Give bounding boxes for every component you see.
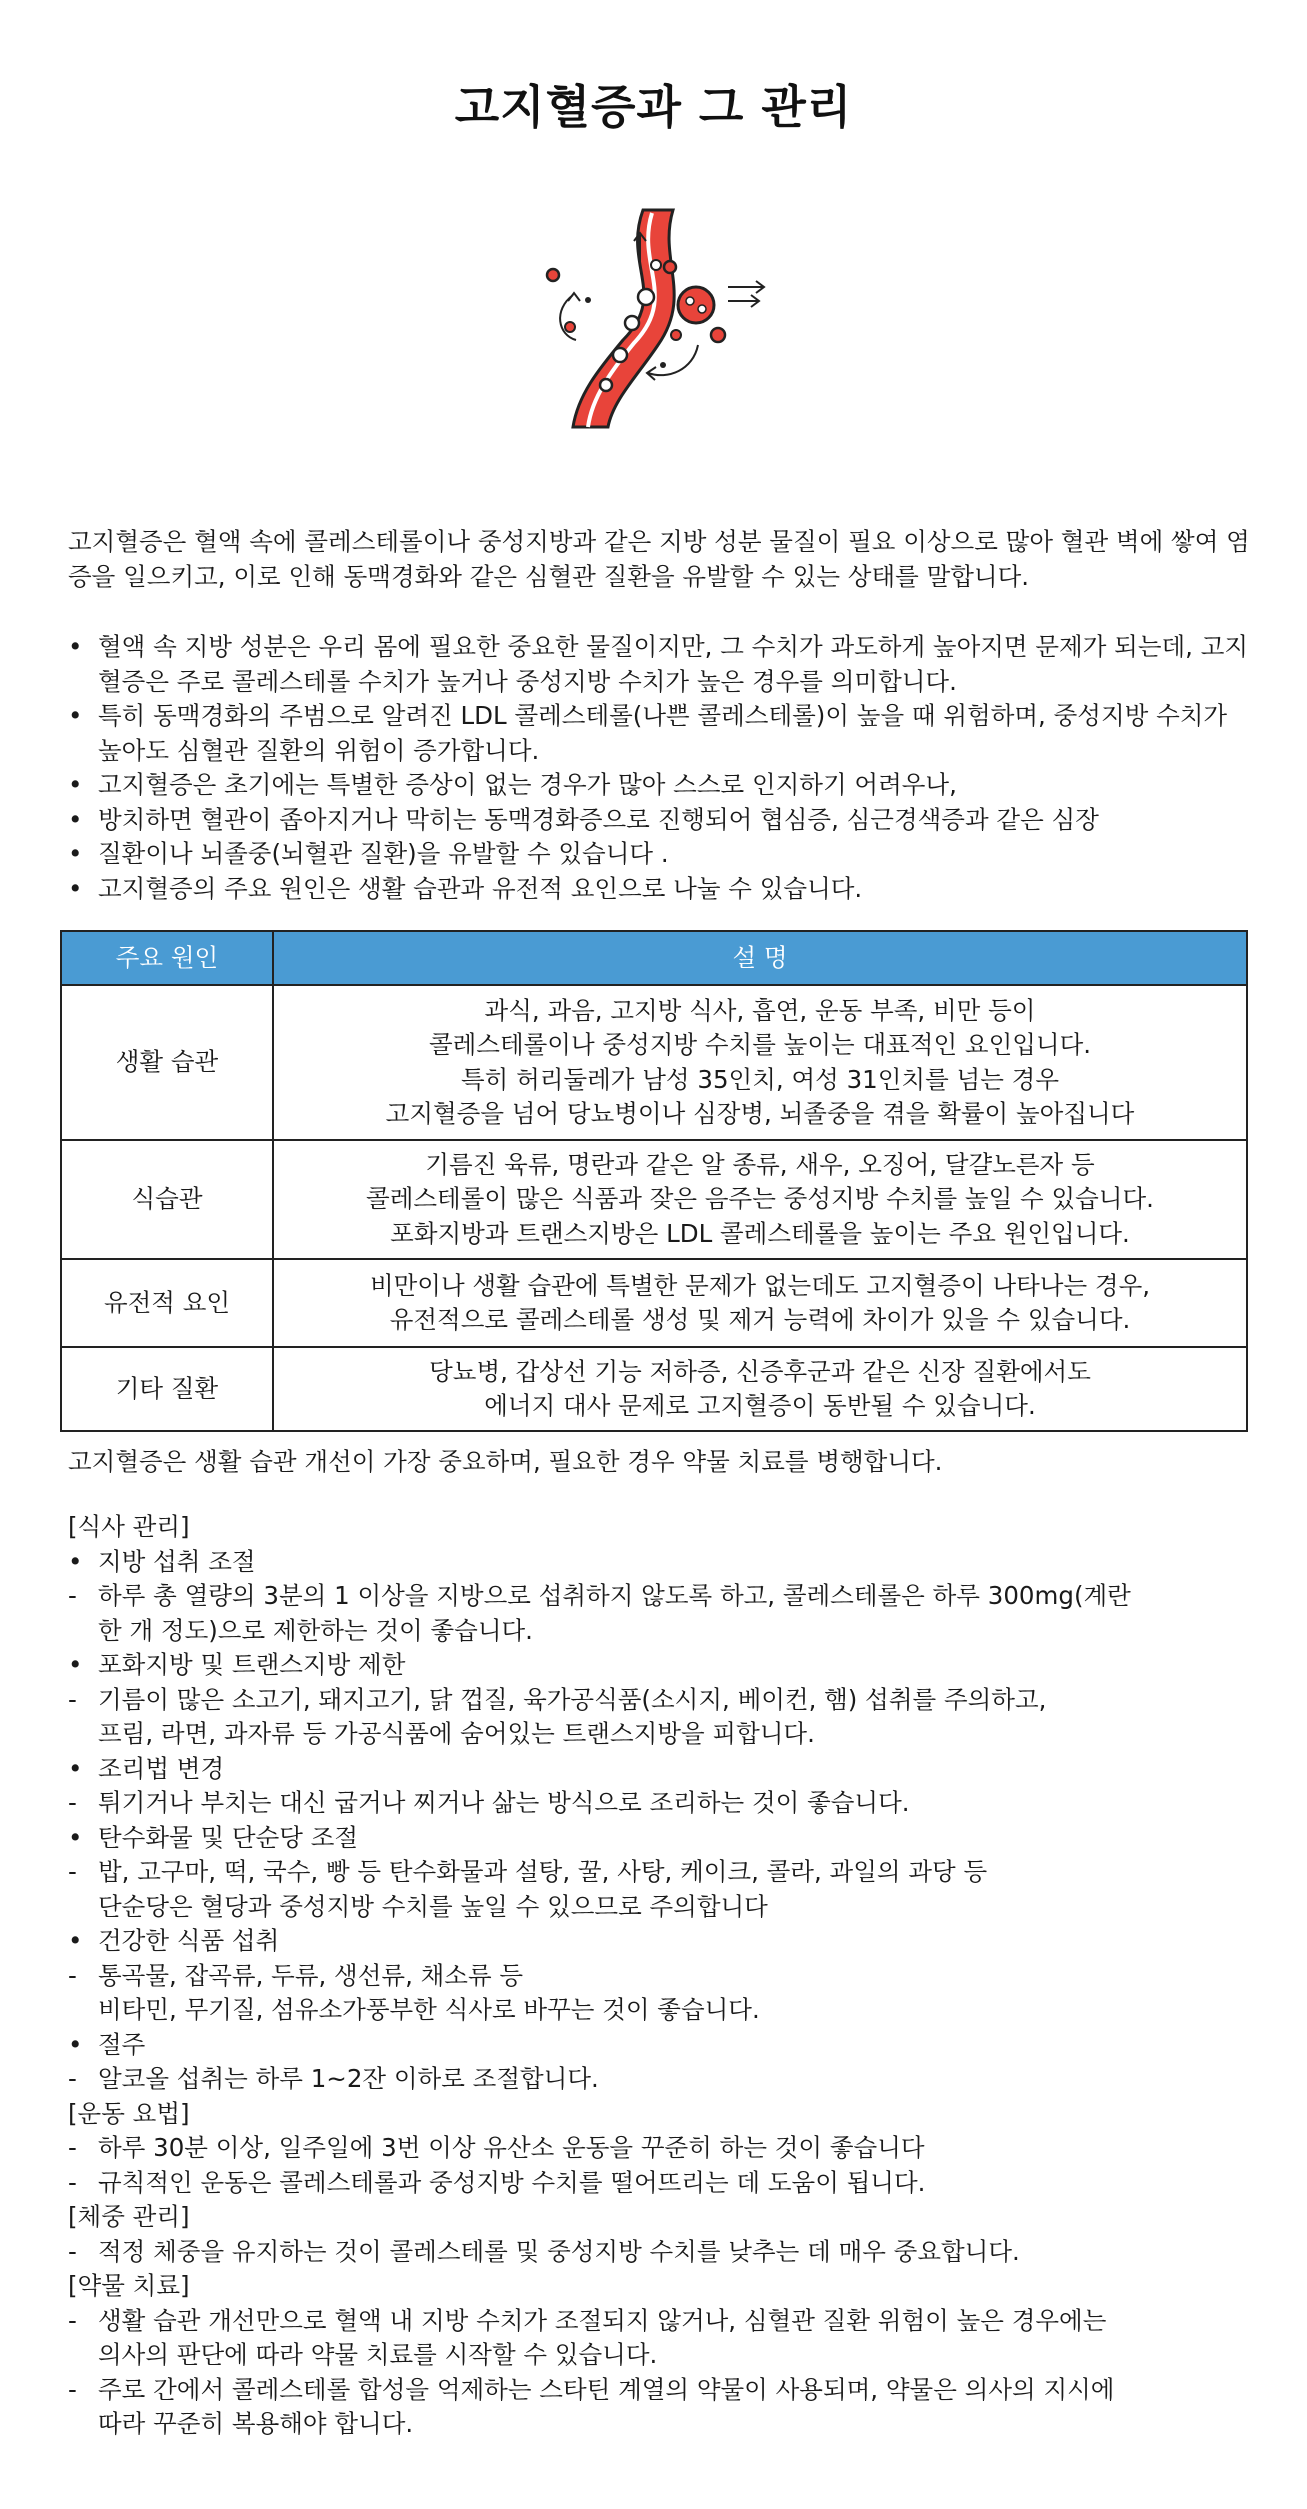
overview-bullet: • 특히 동맥경화의 주범으로 알려진 LDL 콜레스테롤(나쁜 콜레스테롤)이 높을 때 위험하며, 중성지방 수치가 높아도 심혈관 질환의 위험이 증가합니다. — [68, 699, 1258, 768]
table-header-cause: 주요 원인 — [61, 931, 273, 985]
management-section — [68, 1510, 1258, 2442]
cause-cell: 기타 질환 — [61, 1347, 273, 1431]
description-line: 유전적으로 콜레스테롤 생성 및 제거 능력에 차이가 있을 수 있습니다. — [389, 1305, 1131, 1334]
table-header-row — [61, 931, 1247, 985]
page-title: 고지혈증과 그 관리 — [454, 79, 853, 134]
intro-paragraph — [68, 524, 1258, 594]
list-item-line: 통곡물, 잡곡류, 두류, 생선류, 채소류 등 — [98, 1960, 524, 1990]
description-line: 포화지방과 트랜스지방은 LDL 콜레스테롤을 높이는 주요 원인입니다. — [390, 1218, 1130, 1248]
list-item — [68, 1579, 1258, 1648]
list-item-line: 적정 체중을 유지하는 것이 콜레스테롤 및 중성지방 수치를 낮추는 데 매우 중요합니다. — [98, 2236, 1020, 2266]
list-item — [68, 2304, 1258, 2373]
list-marker: • — [68, 1926, 83, 1955]
list-item — [68, 2062, 1258, 2097]
diet-list — [68, 1545, 1258, 2097]
list-item-line: 알코올 섭취는 하루 1~2잔 이하로 조절합니다. — [98, 2064, 599, 2093]
list-item — [68, 1959, 1258, 2028]
list-marker: - — [68, 1960, 77, 1990]
overview-bullet: • 고지혈증의 주요 원인은 생활 습관과 유전적 요인으로 나눌 수 있습니다. — [68, 872, 1258, 907]
table-row — [61, 1140, 1247, 1259]
description-cell — [273, 985, 1247, 1140]
list-marker: • — [68, 1650, 83, 1679]
description-line: 고지혈증을 넘어 당뇨병이나 심장병, 뇌졸중을 겪을 확률이 높아집니다 — [385, 1099, 1135, 1128]
list-item-line: 지방 섭취 조절 — [98, 1546, 256, 1576]
list-item-line: 밥, 고구마, 떡, 국수, 빵 등 탄수화물과 설탕, 꿀, 사탕, 케이크, 콜라, 과일의 과당 등 — [98, 1857, 988, 1886]
cause-cell: 식습관 — [61, 1140, 273, 1259]
list-marker: - — [68, 1684, 77, 1714]
list-item-line: 의사의 판단에 따라 약물 치료를 시작할 수 있습니다. — [98, 2340, 658, 2369]
overview-bullet-text: 방치하면 혈관이 좁아지거나 막히는 동맥경화증으로 진행되어 협심증, 심근경색증과 같은 심장 — [98, 804, 1099, 834]
exercise-list — [68, 2131, 1258, 2200]
overview-bullet: • 고지혈증은 초기에는 특별한 증상이 없는 경우가 많아 스스로 인지하기 어려우나, — [68, 768, 1258, 803]
list-item — [68, 1786, 1258, 1821]
weight-list — [68, 2235, 1258, 2270]
list-item — [68, 2373, 1258, 2442]
list-item-line: 절주 — [98, 2029, 146, 2059]
drug-heading: [약물 치료] — [68, 2271, 190, 2300]
list-item-line: 포화지방 및 트랜스지방 제한 — [98, 1650, 406, 1679]
list-item-line: 기름이 많은 소고기, 돼지고기, 닭 껍질, 육가공식품(소시지, 베이컨, 햄) 섭취를 주의하고, — [98, 1684, 1047, 1714]
list-marker: - — [68, 1788, 77, 1817]
list-item-line: 하루 총 열량의 3분의 1 이상을 지방으로 섭취하지 않도록 하고, 콜레스테롤은 하루 300mg(계란 — [98, 1581, 1131, 1610]
cause-cell: 생활 습관 — [61, 985, 273, 1140]
weight-heading: [체중 관리] — [68, 2202, 190, 2231]
list-marker: - — [68, 2167, 77, 2197]
list-item — [68, 2166, 1258, 2201]
list-item — [68, 1821, 1258, 1856]
overview-bullet-continued — [68, 803, 1258, 838]
list-item-line: 조리법 변경 — [98, 1753, 225, 1783]
list-item-line: 프림, 라면, 과자류 등 가공식품에 숨어있는 트랜스지방을 피합니다. — [98, 1719, 815, 1748]
list-item — [68, 1924, 1258, 1959]
list-item — [68, 2131, 1258, 2166]
intro-text: 고지혈증은 혈액 속에 콜레스테롤이나 중성지방과 같은 지방 성분 물질이 필요 이상으로 많아 혈관 벽에 쌓여 염증을 일으키고, 이로 인해 동맥경화와 같은 심혈관 질환을 유발할 수 있는 상태를 말합니다. — [68, 527, 1250, 591]
list-marker: - — [68, 2374, 77, 2404]
list-item-line: 규칙적인 운동은 콜레스테롤과 중성지방 수치를 떨어뜨리는 데 도움이 됩니다. — [98, 2167, 926, 2197]
list-item — [68, 1648, 1258, 1683]
summary-text: 고지혈증은 생활 습관 개선이 가장 중요하며, 필요한 경우 약물 치료를 병행합니다. — [68, 1447, 943, 1476]
description-line: 에너지 대사 문제로 고지혈증이 동반될 수 있습니다. — [484, 1391, 1036, 1420]
causes-table — [60, 930, 1248, 1432]
list-marker: • — [68, 1753, 83, 1783]
list-item — [68, 2235, 1258, 2270]
list-marker: - — [68, 2133, 77, 2162]
description-cell — [273, 1259, 1247, 1347]
list-marker: • — [68, 1546, 83, 1576]
list-item-line: 건강한 식품 섭취 — [98, 1926, 280, 1955]
table-header-description: 설 명 — [273, 931, 1247, 985]
diet-heading: [식사 관리] — [68, 1512, 190, 1541]
list-item-line: 하루 30분 이상, 일주일에 3번 이상 유산소 운동을 꾸준히 하는 것이 좋습니다 — [98, 2133, 925, 2162]
list-item-line: 주로 간에서 콜레스테롤 합성을 억제하는 스타틴 계열의 약물이 사용되며, 약물은 의사의 지시에 — [98, 2374, 1115, 2404]
list-item-line: 단순당은 혈당과 중성지방 수치를 높일 수 있으므로 주의합니다 — [98, 1891, 768, 1921]
list-item — [68, 2028, 1258, 2063]
list-item — [68, 1683, 1258, 1752]
table-row — [61, 1259, 1247, 1347]
description-line: 콜레스테롤이나 중성지방 수치를 높이는 대표적인 요인입니다. — [428, 1030, 1092, 1059]
description-line: 비만이나 생활 습관에 특별한 문제가 없는데도 고지혈증이 나타나는 경우, — [369, 1270, 1151, 1300]
list-marker: • — [68, 2029, 83, 2059]
list-marker: - — [68, 2064, 77, 2093]
list-item-line: 튀기거나 부치는 대신 굽거나 찌거나 삶는 방식으로 조리하는 것이 좋습니다. — [98, 1788, 910, 1817]
blood-vessel-cholesterol-icon — [528, 205, 778, 430]
description-line: 과식, 과음, 고지방 식사, 흡연, 운동 부족, 비만 등이 — [484, 995, 1036, 1025]
overview-bullet-continued — [68, 837, 1258, 872]
exercise-heading: [운동 요법] — [68, 2098, 190, 2128]
list-marker: - — [68, 1857, 77, 1886]
description-line: 당뇨병, 갑상선 기능 저하증, 신증후군과 같은 신장 질환에서도 — [429, 1356, 1091, 1386]
list-item-line: 생활 습관 개선만으로 혈액 내 지방 수치가 조절되지 않거나, 심혈관 질환 위험이 높은 경우에는 — [98, 2305, 1107, 2335]
table-row — [61, 985, 1247, 1140]
list-marker: • — [68, 1822, 83, 1852]
description-line: 콜레스테롤이 많은 식품과 잦은 음주는 중성지방 수치를 높일 수 있습니다. — [366, 1184, 1154, 1214]
list-marker: - — [68, 1581, 77, 1610]
drug-list — [68, 2304, 1258, 2442]
list-item-line: 비타민, 무기질, 섬유소가풍부한 식사로 바꾸는 것이 좋습니다. — [98, 1995, 760, 2024]
list-item-line: 따라 꾸준히 복용해야 합니다. — [98, 2409, 414, 2438]
list-item — [68, 1545, 1258, 1580]
list-marker: - — [68, 2236, 77, 2266]
list-item-line: 탄수화물 및 단순당 조절 — [98, 1822, 359, 1852]
cause-cell: 유전적 요인 — [61, 1259, 273, 1347]
list-marker: - — [68, 2305, 77, 2335]
list-item — [68, 1855, 1258, 1924]
list-item — [68, 1752, 1258, 1787]
table-row — [61, 1347, 1247, 1431]
description-cell — [273, 1140, 1247, 1259]
overview-bullets — [68, 630, 1258, 906]
description-line: 기름진 육류, 명란과 같은 알 종류, 새우, 오징어, 달걀노른자 등 — [425, 1149, 1095, 1179]
overview-bullet: • 혈액 속 지방 성분은 우리 몸에 필요한 중요한 물질이지만, 그 수치가 과도하게 높아지면 문제가 되는데, 고지혈증은 주로 콜레스테롤 수치가 높거나 중성지방 수치가 높은 경우를 의미합니다. — [68, 630, 1258, 699]
description-line: 특히 허리둘레가 남성 35인치, 여성 31인치를 넘는 경우 — [461, 1064, 1059, 1094]
list-item-line: 한 개 정도)으로 제한하는 것이 좋습니다. — [98, 1615, 533, 1645]
description-cell — [273, 1347, 1247, 1431]
overview-bullet-text: 질환이나 뇌졸중(뇌혈관 질환)을 유발할 수 있습니다 . — [98, 839, 669, 868]
